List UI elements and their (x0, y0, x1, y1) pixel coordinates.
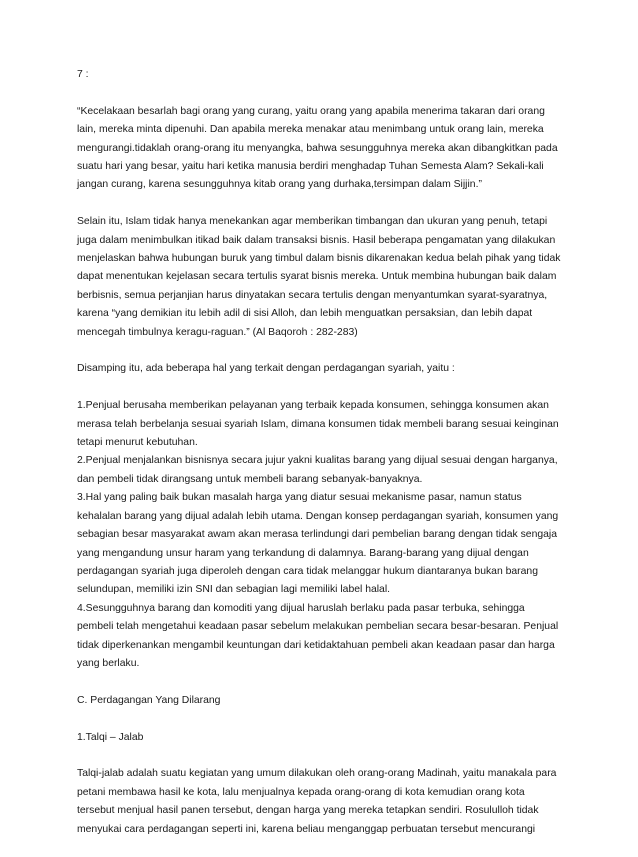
text-line: yang berlaku. (77, 657, 140, 669)
section-heading (77, 692, 567, 710)
text-line: 4.Sesungguhnya barang dan komoditi yang dijual haruslah berlaku pada pasar terbuka, sehingga (77, 602, 525, 614)
text-line: mengurangi.tidaklah orang-orang itu menyangka, bahwa sesungguhnya mereka akan dibangkitkan pada (77, 142, 558, 154)
list-item (77, 600, 567, 674)
document-page (77, 66, 567, 857)
verse-reference (77, 66, 567, 84)
text-line: jangan curang, karena sesungguhnya kitab orang yang durhaka,tersimpan dalam Sijjin.” (77, 179, 482, 191)
text-line: Talqi-jalab adalah suatu kegiatan yang umum dilakukan oleh orang-orang Madinah, yaitu manakala para (77, 768, 557, 780)
text-line: berbisnis, semua perjanjian harus dinyatakan secara tertulis dengan menyantumkan syarat-syaratnya, (77, 289, 548, 301)
list-intro (77, 360, 567, 378)
text-line: selundupan, memiliki izin SNI dan sebagian lagi memiliki label halal. (77, 584, 391, 596)
text-line: tetapi menurut kebutuhan. (77, 437, 198, 449)
text-line: tidak diperkenankan mengambil keuntungan dari ketidaktahuan pembeli akan keadaan pasar dan harga (77, 639, 555, 651)
text-line: Selain itu, Islam tidak hanya menekankan agar memberikan timbangan dan ukuran yang penuh, tetapi (77, 216, 548, 228)
text-line: 2.Penjual menjalankan bisnisnya secara jujur yakni kualitas barang yang dijual sesuai dengan harganya, (77, 455, 558, 467)
text-line: “Kecelakaan besarlah bagi orang yang curang, yaitu orang yang apabila menerima takaran dari orang (77, 105, 545, 117)
text-line: Disamping itu, ada beberapa hal yang terkait dengan perdagangan syariah, yaitu : (77, 363, 455, 375)
list-item (77, 397, 567, 452)
text-line: petani membawa hasil ke kota, lalu menjualnya kepada orang-orang di kota kemudian orang kota (77, 786, 525, 798)
text-line: pembeli telah mengetahui keadaan pasar sebelum melakukan pembelian secara besar-besaran. Penjual (77, 621, 559, 633)
text-line: juga dalam menimbulkan itikad baik dalam transaksi bisnis. Hasil beberapa pengamatan yang dilakukan (77, 234, 556, 246)
text-line: 1.Penjual berusaha memberikan pelayanan yang terbaik kepada konsumen, sehingga konsumen akan (77, 400, 549, 412)
list-item (77, 489, 567, 599)
text-line: sebagian besar masyarakat awam akan merasa terlindungi dari pembelian barang dengan tidak sengaja (77, 529, 557, 541)
text-line: lain, mereka minta dipenuhi. Dan apabila mereka menakar atau menimbang untuk orang lain, mereka (77, 124, 544, 136)
talqi-paragraph (77, 765, 567, 839)
text-line: suatu hari yang besar, yaitu hari ketika manusia berdiri menghadap Tuhan Semesta Alam? Sekali-kali (77, 161, 544, 173)
quran-quote (77, 103, 567, 195)
islam-paragraph (77, 213, 567, 342)
text-line: menjelaskan bahwa hubungan buruk yang timbul dalam bisnis dikarenakan kedua belah pihak yang tidak (77, 253, 561, 265)
text-line: dan pembeli tidak dirangsang untuk membeli barang sebanyak-banyaknya. (77, 473, 423, 485)
subheading-text: 1.Talqi – Jalab (77, 731, 144, 743)
section-heading-text: C. Perdagangan Yang Dilarang (77, 694, 221, 706)
text-line: kehalalan barang yang dijual adalah lebih utama. Dengan konsep perdagangan syariah, konsumen yang (77, 510, 559, 522)
text-line: karena “yang demikian itu lebih adil di sisi Alloh, dan lebih menguatkan persaksian, dan lebih dapat (77, 308, 533, 320)
text-line: 7 : (77, 69, 89, 80)
text-line: merasa telah berbelanja sesuai syariah Islam, dimana konsumen tidak membeli barang sesuai keinginan (77, 418, 559, 430)
text-line: tersebut menjual hasil panen tersebut, dengan harga yang mereka tetapkan sendiri. Rosululloh tidak (77, 805, 539, 817)
text-line: mencegah timbulnya keragu-raguan.” (Al Baqoroh : 282-283) (77, 326, 358, 338)
subheading (77, 729, 567, 747)
text-line: 3.Hal yang paling baik bukan masalah harga yang diatur sesuai mekanisme pasar, namun status (77, 492, 522, 504)
text-line: dapat menentukan kejelasan secara tertulis syarat bisnis mereka. Untuk membina hubungan baik dalam (77, 271, 557, 283)
numbered-list (77, 397, 567, 673)
list-item (77, 452, 567, 489)
text-line: perdagangan syariah juga diperoleh dengan cara tidak melanggar hukum diantaranya bukan barang (77, 565, 538, 577)
text-line: yang mengandung unsur haram yang terkandung di dalamnya. Barang-barang yang dijual dengan (77, 547, 529, 559)
text-line: menyukai cara perdagangan seperti ini, karena beliau menganggap perbuatan tersebut mencurangi (77, 823, 536, 835)
